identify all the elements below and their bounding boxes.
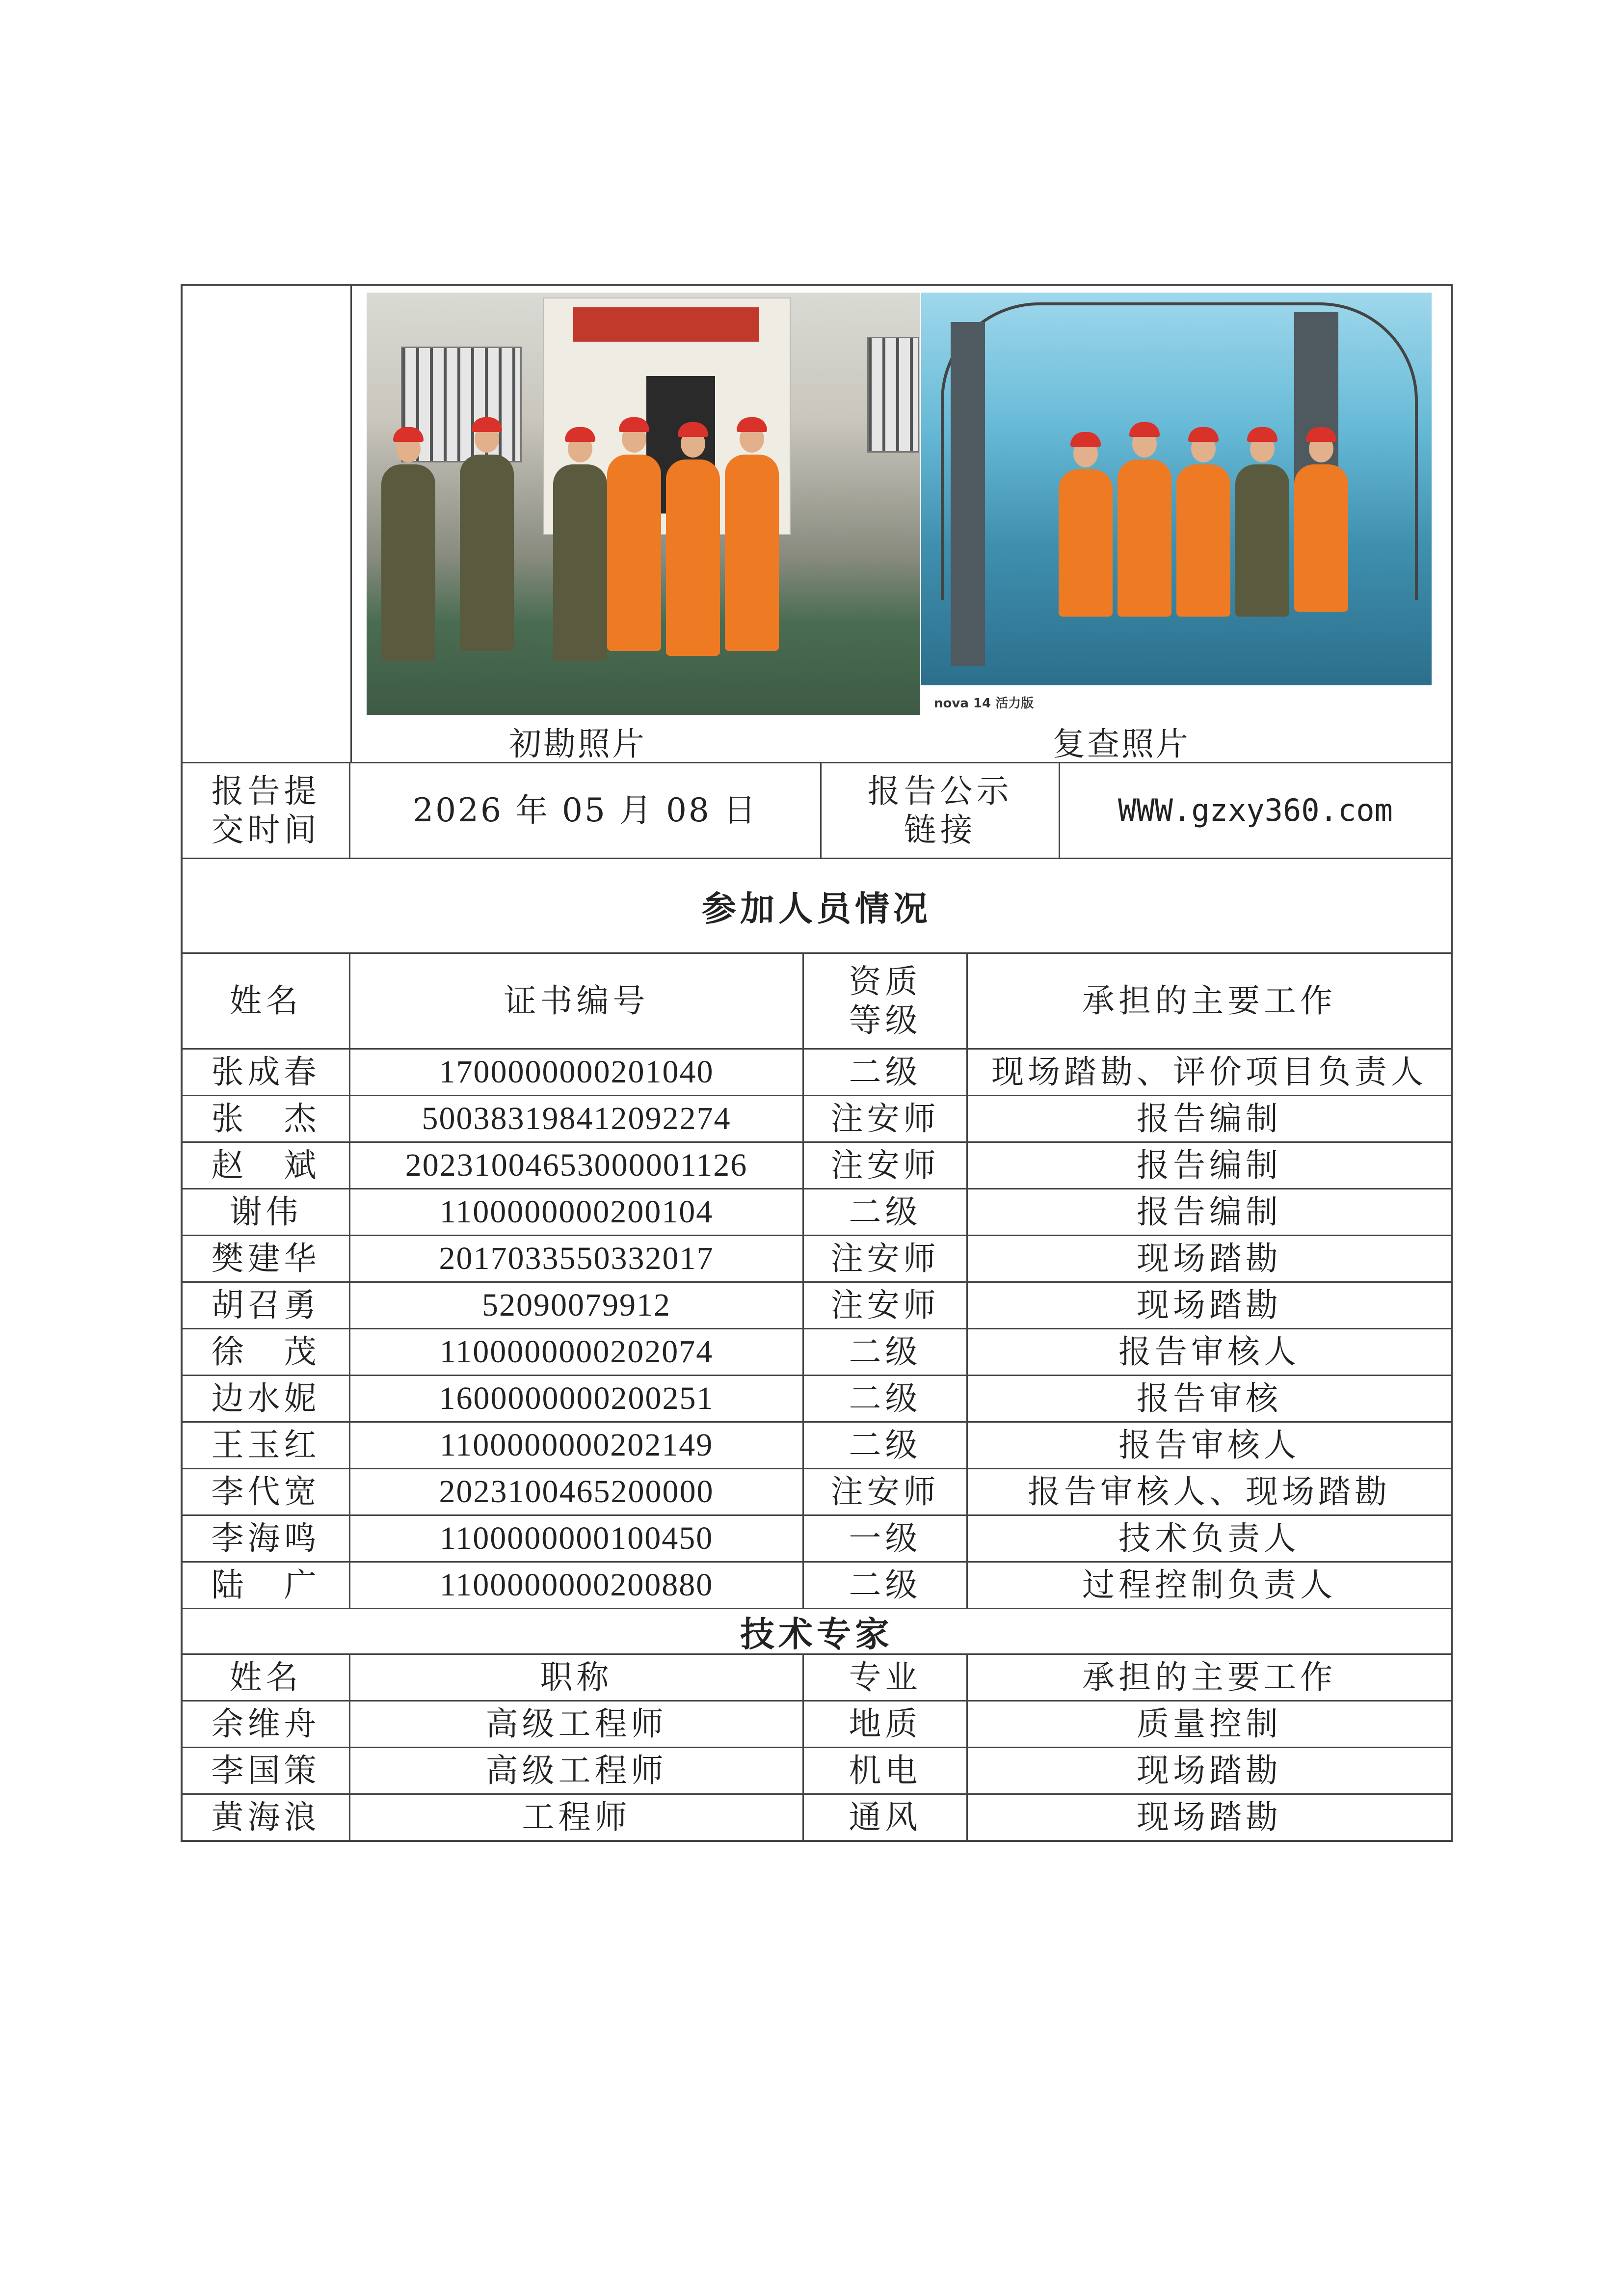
table-row <box>183 1375 1451 1421</box>
table-row <box>183 1747 1451 1793</box>
participants-title: 参加人员情况 <box>183 858 1451 952</box>
public-link-label <box>822 763 1060 858</box>
table-row <box>183 1141 1451 1188</box>
camera-watermark: nova 14 活力版 <box>934 696 1034 711</box>
participant-name: 边水妮 <box>183 1376 350 1421</box>
header-cert: 证书编号 <box>350 954 804 1048</box>
participants-header-row <box>183 952 1451 1048</box>
participant-grade: 二级 <box>804 1423 968 1468</box>
expert-title: 高级工程师 <box>350 1702 804 1747</box>
worker-figure <box>1117 459 1171 617</box>
expert-major: 通风 <box>804 1795 968 1840</box>
photo-section <box>183 286 1451 762</box>
participant-rows <box>183 1048 1451 1608</box>
participant-work: 技术负责人 <box>1118 1519 1300 1558</box>
header-grade-line1: 资质 <box>849 962 922 1000</box>
participant-grade: 注安师 <box>804 1236 968 1281</box>
initial-survey-photo <box>367 293 920 715</box>
participant-name: 樊建华 <box>183 1236 350 1281</box>
participant-name: 胡召勇 <box>183 1283 350 1328</box>
participant-cert: 20231004653000001126 <box>350 1143 804 1188</box>
participant-work: 报告编制 <box>1137 1100 1282 1138</box>
header-work: 承担的主要工作 <box>1082 982 1336 1020</box>
table-row <box>183 1793 1451 1840</box>
table-row <box>183 1048 1451 1095</box>
participant-work: 现场踏勘 <box>1137 1240 1282 1278</box>
participant-work: 过程控制负责人 <box>1082 1566 1336 1604</box>
participant-cert: 1100000000202074 <box>350 1329 804 1375</box>
worker-figure <box>1294 464 1348 612</box>
participant-name: 王玉红 <box>183 1423 350 1468</box>
expert-rows <box>183 1700 1451 1840</box>
worker-figure <box>607 455 661 651</box>
participant-work: 报告审核 <box>1137 1379 1282 1418</box>
participant-name: 张成春 <box>183 1050 350 1095</box>
participant-cert: 1100000000100450 <box>350 1516 804 1561</box>
canopy-post <box>951 322 985 666</box>
participant-grade: 注安师 <box>804 1096 968 1141</box>
expert-header-name: 姓名 <box>183 1655 350 1700</box>
participant-name: 徐 茂 <box>183 1329 350 1375</box>
participant-grade: 注安师 <box>804 1143 968 1188</box>
participant-work: 报告编制 <box>1137 1146 1282 1185</box>
experts-title: 技术专家 <box>183 1608 1451 1653</box>
participant-cert: 500383198412092274 <box>350 1096 804 1141</box>
participant-cert: 1600000000200251 <box>350 1376 804 1421</box>
expert-major: 机电 <box>804 1748 968 1793</box>
expert-name: 余维舟 <box>183 1702 350 1747</box>
participant-work: 报告编制 <box>1137 1193 1282 1231</box>
table-row <box>183 1235 1451 1281</box>
participant-name: 李海鸣 <box>183 1516 350 1561</box>
worker-figure <box>1059 469 1113 617</box>
expert-work: 现场踏勘 <box>1137 1752 1282 1790</box>
table-row <box>183 1188 1451 1235</box>
participant-name: 谢伟 <box>183 1189 350 1235</box>
participant-grade: 注安师 <box>804 1283 968 1328</box>
participant-name: 赵 斌 <box>183 1143 350 1188</box>
initial-photo-caption: 初勘照片 <box>509 725 646 763</box>
participant-cert: 1700000000201040 <box>350 1050 804 1095</box>
experts-header-row <box>183 1653 1451 1700</box>
recheck-photo-caption: 复查照片 <box>1053 725 1190 763</box>
participant-cert: 1100000000202149 <box>350 1423 804 1468</box>
header-grade <box>804 954 968 1048</box>
table-row <box>183 1514 1451 1561</box>
worker-figure <box>1176 464 1230 617</box>
participant-work: 报告审核人 <box>1118 1333 1300 1371</box>
expert-name: 李国策 <box>183 1748 350 1793</box>
photo-area <box>352 286 1451 762</box>
submit-time-label <box>183 763 350 858</box>
building-window <box>867 337 919 453</box>
expert-major: 地质 <box>804 1702 968 1747</box>
public-link-url[interactable]: WWW.gzxy360.com <box>1118 792 1393 828</box>
worker-figure <box>1235 464 1289 617</box>
participant-cert: 2023100465200000 <box>350 1469 804 1514</box>
participant-work: 报告审核人、现场踏勘 <box>1028 1473 1391 1511</box>
expert-name: 黄海浪 <box>183 1795 350 1840</box>
report-info-row <box>183 762 1451 858</box>
table-row <box>183 1328 1451 1375</box>
participant-grade: 二级 <box>804 1050 968 1095</box>
recheck-photo <box>921 293 1432 685</box>
public-link-label-line1: 报告公示 <box>867 772 1013 810</box>
expert-work: 现场踏勘 <box>1137 1798 1282 1837</box>
table-row <box>183 1561 1451 1608</box>
expert-header-title: 职称 <box>350 1655 804 1700</box>
submit-date: 2026 年 05 月 08 日 <box>350 763 822 858</box>
table-row <box>183 1421 1451 1468</box>
participant-name: 张 杰 <box>183 1096 350 1141</box>
participant-grade: 二级 <box>804 1563 968 1608</box>
worker-figure <box>381 464 435 661</box>
worker-figure <box>666 459 720 656</box>
participant-cert: 2017033550332017 <box>350 1236 804 1281</box>
participant-grade: 注安师 <box>804 1469 968 1514</box>
participant-name: 李代宽 <box>183 1469 350 1514</box>
submit-time-label-line1: 报告提 <box>211 772 320 810</box>
photo-label-cell <box>183 286 352 762</box>
participant-grade: 二级 <box>804 1376 968 1421</box>
worker-figure <box>725 455 779 651</box>
expert-work: 质量控制 <box>1137 1705 1282 1743</box>
building-sign <box>573 307 759 342</box>
participant-grade: 二级 <box>804 1329 968 1375</box>
table-row <box>183 1095 1451 1141</box>
participant-work: 现场踏勘 <box>1137 1286 1282 1324</box>
table-row <box>183 1468 1451 1514</box>
participant-work: 报告审核人 <box>1118 1426 1300 1464</box>
submit-time-label-line2: 交时间 <box>211 811 320 849</box>
participant-cert: 1100000000200104 <box>350 1189 804 1235</box>
participant-cert: 1100000000200880 <box>350 1563 804 1608</box>
worker-figure <box>553 464 607 661</box>
table-row <box>183 1700 1451 1747</box>
report-table <box>181 284 1453 1842</box>
participant-cert: 52090079912 <box>350 1283 804 1328</box>
expert-title: 工程师 <box>350 1795 804 1840</box>
participant-work: 现场踏勘、评价项目负责人 <box>991 1053 1427 1091</box>
public-link-label-line2: 链接 <box>904 811 977 849</box>
worker-figure <box>460 455 514 651</box>
expert-header-work: 承担的主要工作 <box>1082 1658 1336 1697</box>
expert-title: 高级工程师 <box>350 1748 804 1793</box>
participant-grade: 一级 <box>804 1516 968 1561</box>
header-grade-line2: 等级 <box>849 1001 922 1039</box>
expert-header-major: 专业 <box>804 1655 968 1700</box>
participant-name: 陆 广 <box>183 1563 350 1608</box>
header-name: 姓名 <box>183 954 350 1048</box>
table-row <box>183 1281 1451 1328</box>
participant-grade: 二级 <box>804 1189 968 1235</box>
report-page <box>181 284 1453 1842</box>
